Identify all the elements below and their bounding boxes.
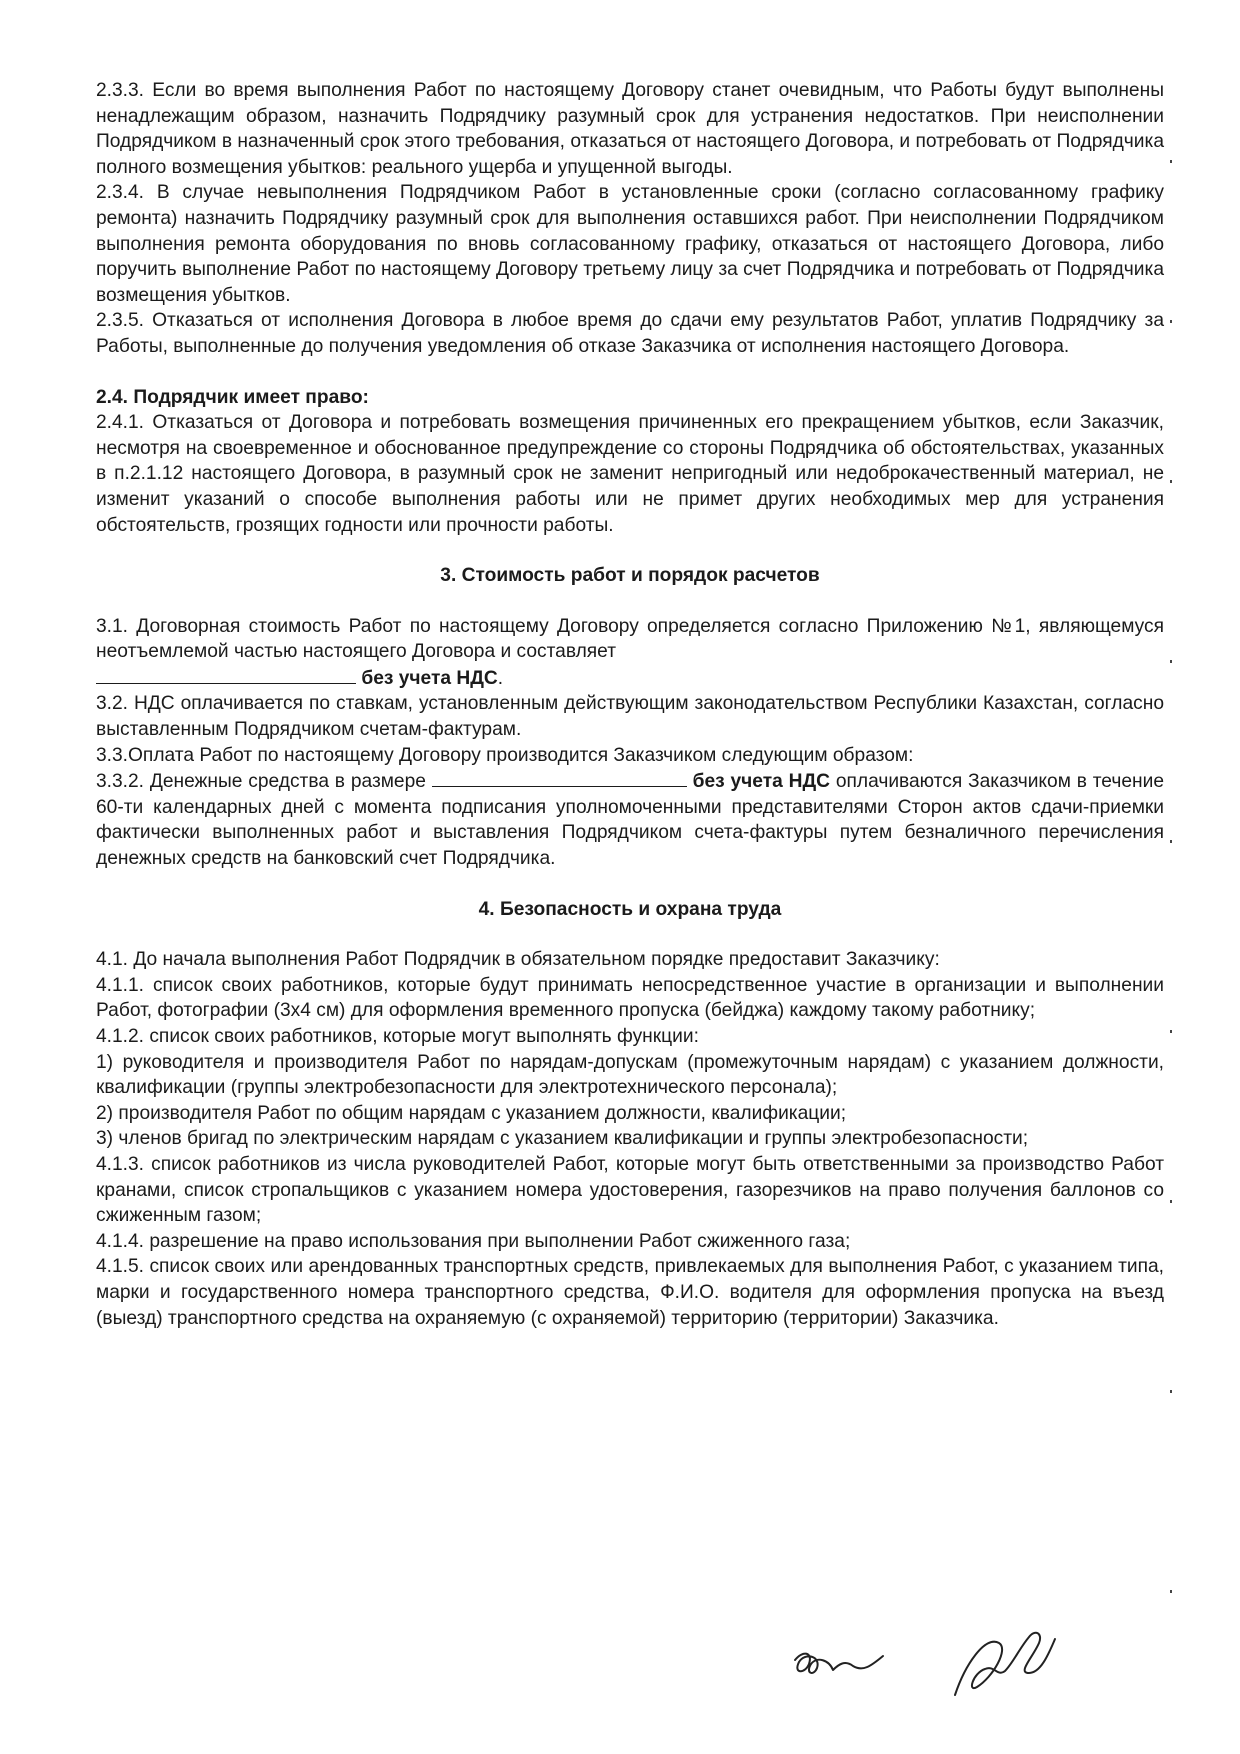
handwritten-signatures [780, 1605, 1140, 1715]
signature-right [955, 1633, 1055, 1695]
heading-2-4: 2.4. Подрядчик имеет право: [96, 386, 369, 408]
scan-margin-dots [1168, 140, 1174, 1700]
section-3-title: 3. Стоимость работ и порядок расчетов [440, 565, 820, 587]
signatures [780, 1605, 1140, 1715]
section-4-title: 4. Безопасность и охрана труда [478, 898, 782, 920]
clause-3-3-2-lead: 3.3.2. Денежные средства в размере [96, 771, 426, 793]
vat-excluded-label: без учета НДС [361, 667, 498, 689]
document-page [96, 78, 1164, 1678]
clause-2-3-4: 2.3.4. В случае невыполнения Подрядчиком Работ в установленные сроки (согласно согласованному графику ремонта) назначить Подрядчику разумный срок для выполнения оставшихся работ. При неисполнении Подрядчиком выполнения ремонта оборудования по вновь согласованному графику, отказаться от настоящего Договора, либо поручить выполнение Работ по настоящему Договору третьему лицу за счет Подрядчика и потребовать от Подрядчика возмещения убытков. [96, 182, 1164, 306]
clause-3-1-text: 3.1. Договорная стоимость Работ по настоящему Договору определяется согласно Приложению №1, являющемуся неотъемлемой частью настоящего Договора и составляет [96, 615, 1164, 663]
clause-4-1-5: 4.1.5. список своих или арендованных транспортных средств, привлекаемых для выполнения Работ, с указанием типа, марки и государственного номера транспортного средства, Ф.И.О. водителя для оформления пропуска на въезд (выезд) транспортного средства на охраняемую (с охраняемой) территорию (территории) Заказчика. [96, 1256, 1164, 1329]
payment-amount-blank [432, 768, 687, 787]
clause-3-2: 3.2. НДС оплачивается по ставкам, установленным действующим законодательством Республики Казахстан, согласно выставленным Подрядчиком счетам-фактурам. [96, 693, 1164, 741]
clause-2-4-1: 2.4.1. Отказаться от Договора и потребовать возмещения причиненных его прекращением убытков, если Заказчик, несмотря на своевременное и обоснованное предупреждение со стороны Подрядчика об обстоятельствах, указанных в п.2.1.12 настоящего Договора, в разумный срок не заменит непригодный или недоброкачественный материал, не изменит указаний о способе выполнения работы или не примет других необходимых мер для устранения обстоятельств, грозящих годности или прочности работы. [96, 412, 1164, 536]
clause-4-1-1: 4.1.1. список своих работников, которые будут принимать непосредственное участие в организации и выполнении Работ, фотографии (3х4 см) для оформления временного пропуска (бейджа) каждому такому работнику; [96, 974, 1164, 1022]
clause-4-1: 4.1. До начала выполнения Работ Подрядчик в обязательном порядке предоставит Заказчику: [96, 949, 940, 971]
clause-3-1: 3.1. Договорная стоимость Работ по настоящему Договору определяется согласно Приложению №1, являющемуся неотъемлемой частью настоящего Договора и составляет без учета НДС. [96, 615, 1164, 689]
clause-3-3-2-text: оплачиваются Заказчиком в течение 60-ти календарных дней с момента подписания уполномоченными представителями Сторон актов сдачи-приемки фактически выполненных работ и выставления Подрядчиком счета-фактуры путем безналичного перечисления денежных средств на банковский счет Подрядчика. [96, 771, 1164, 870]
clause-4-1-2: 4.1.2. список своих работников, которые могут выполнять функции: [96, 1026, 699, 1047]
clause-2-3-3: 2.3.3. Если во время выполнения Работ по настоящему Договору станет очевидным, что Работы будут выполнены ненадлежащим образом, назначить Подрядчику разумный срок для устранения недостатков. При неисполнении Подрядчиком в назначенный срок этого требования, отказаться от настоящего Договора, и потребовать от Подрядчика полного возмещения убытков: реального ущерба и упущенной выгоды. [96, 80, 1164, 178]
clause-4-1-2-item-2: 2) производителя Работ по общим нарядам с указанием должности, квалификации; [96, 1102, 847, 1124]
clause-2-3-5: 2.3.5. Отказаться от исполнения Договора в любое время до сдачи ему результатов Работ, уплатив Подрядчику за Работы, выполненные до получения уведомления об отказе Заказчика от исполнения настоящего Договора. [96, 310, 1164, 357]
clause-4-1-4: 4.1.4. разрешение на право использования при выполнении Работ сжиженного газа; [96, 1230, 851, 1252]
clause-3-3: 3.3.Оплата Работ по настоящему Договору производится Заказчиком следующим образом: [96, 744, 914, 766]
payment-vat-excluded-label: без учета НДС [692, 771, 830, 793]
clause-3-3-2 [96, 768, 1164, 871]
signature-left [795, 1654, 883, 1673]
clause-4-1-2-item-3: 3) членов бригад по электрическим нарядам с указанием квалификации и группы электробезопасности; [96, 1128, 1029, 1150]
amount-blank [96, 665, 356, 684]
clause-4-1-2-item-1: 1) руководителя и производителя Работ по нарядам-допускам (промежуточным нарядам) с указанием должности, квалификации (группы электробезопасности для электротехнического персонала); [96, 1051, 1164, 1099]
clause-4-1-3: 4.1.3. список работников из числа руководителей Работ, которые могут быть ответственными за производство Работ кранами, список стропальщиков с указанием номера удостоверения, газорезчиков на право получения баллонов со сжиженным газом; [96, 1153, 1164, 1227]
